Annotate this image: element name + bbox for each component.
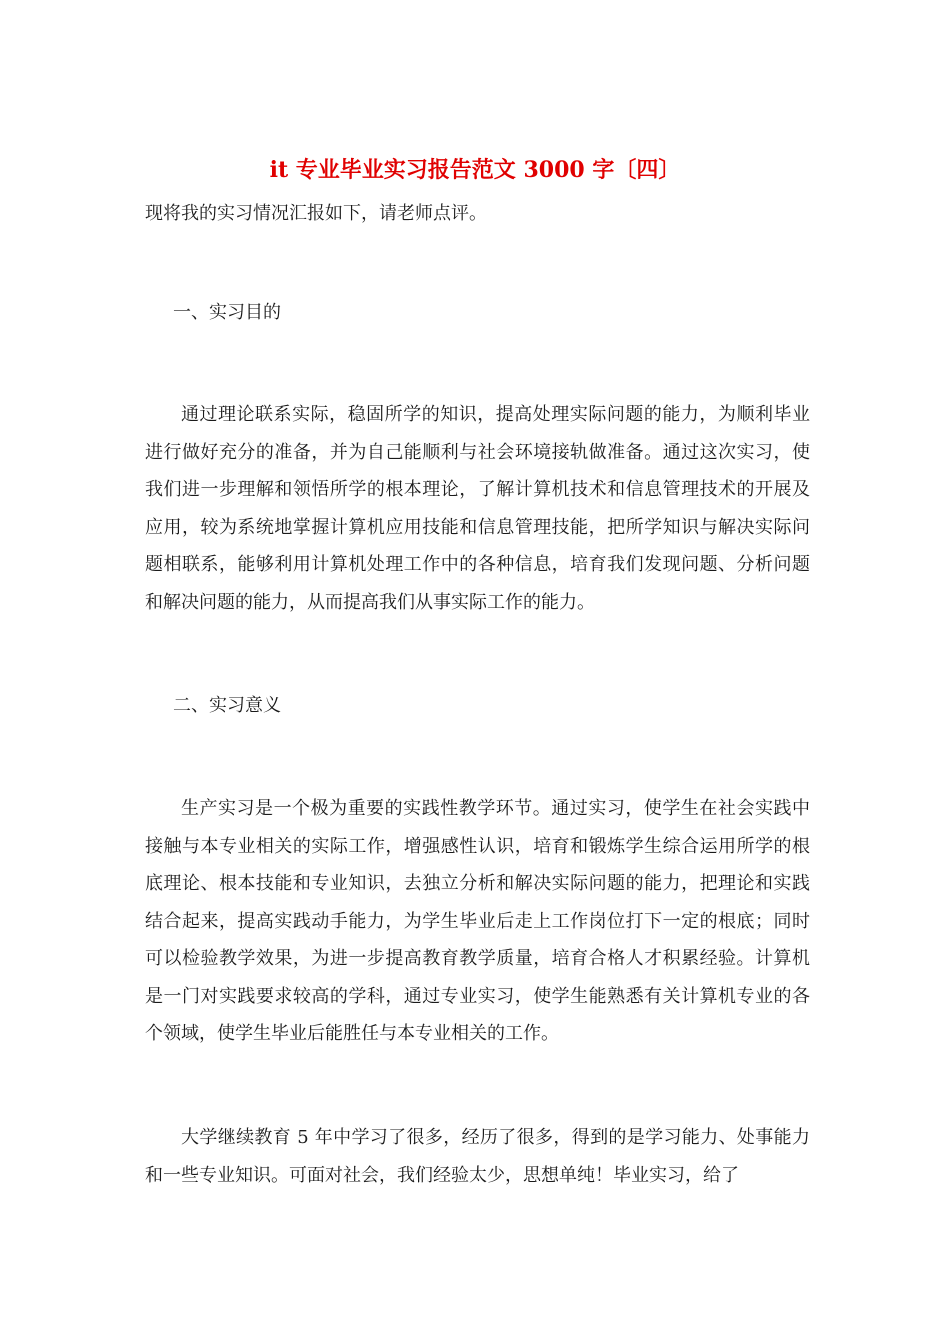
section-heading-significance: 二、实习意义 [173,695,281,716]
purpose-paragraph: 通过理论联系实际，稳固所学的知识，提高处理实际问题的能力，为顺利毕业进行做好充分的准备，并为自己能顺利与社会环境接轨做准备。通过这次实习，使我们进一步理解和领悟所学的根本理论，了解计算机技术和信息管理技术的开展及应用，较为系统地掌握计算机应用技能和信息管理技能，把所学知识与解决实际问题相联系，能够利用计算机处理工作中的各种信息，培育我们发现问题、分析问题和解决问题的能力，从而提高我们从事实际工作的能力。 [145,404,810,613]
document-title: it 专业毕业实习报告范文 3000 字〔四〕 [269,157,681,183]
intro-paragraph: 现将我的实习情况汇报如下，请老师点评。 [145,203,487,224]
experience-paragraph: 大学继续教育 5 年中学习了很多，经历了很多，得到的是学习能力、处事能力和一些专业知识。可面对社会，我们经验太少，思想单纯！毕业实习，给了 [145,1127,810,1186]
significance-paragraph: 生产实习是一个极为重要的实践性教学环节。通过实习，使学生在社会实践中接触与本专业相关的实际工作，增强感性认识，培育和锻炼学生综合运用所学的根底理论、根本技能和专业知识，去独立分析和解决实际问题的能力，把理论和实践结合起来，提高实践动手能力，为学生毕业后走上工作岗位打下一定的根底；同时可以检验教学效果，为进一步提高教育教学质量，培育合格人才积累经验。计算机是一门对实践要求较高的学科，通过专业实习，使学生能熟悉有关计算机专业的各个领域，使学生毕业后能胜任与本专业相关的工作。 [145,798,810,1044]
section-heading-purpose: 一、实习目的 [173,302,281,323]
